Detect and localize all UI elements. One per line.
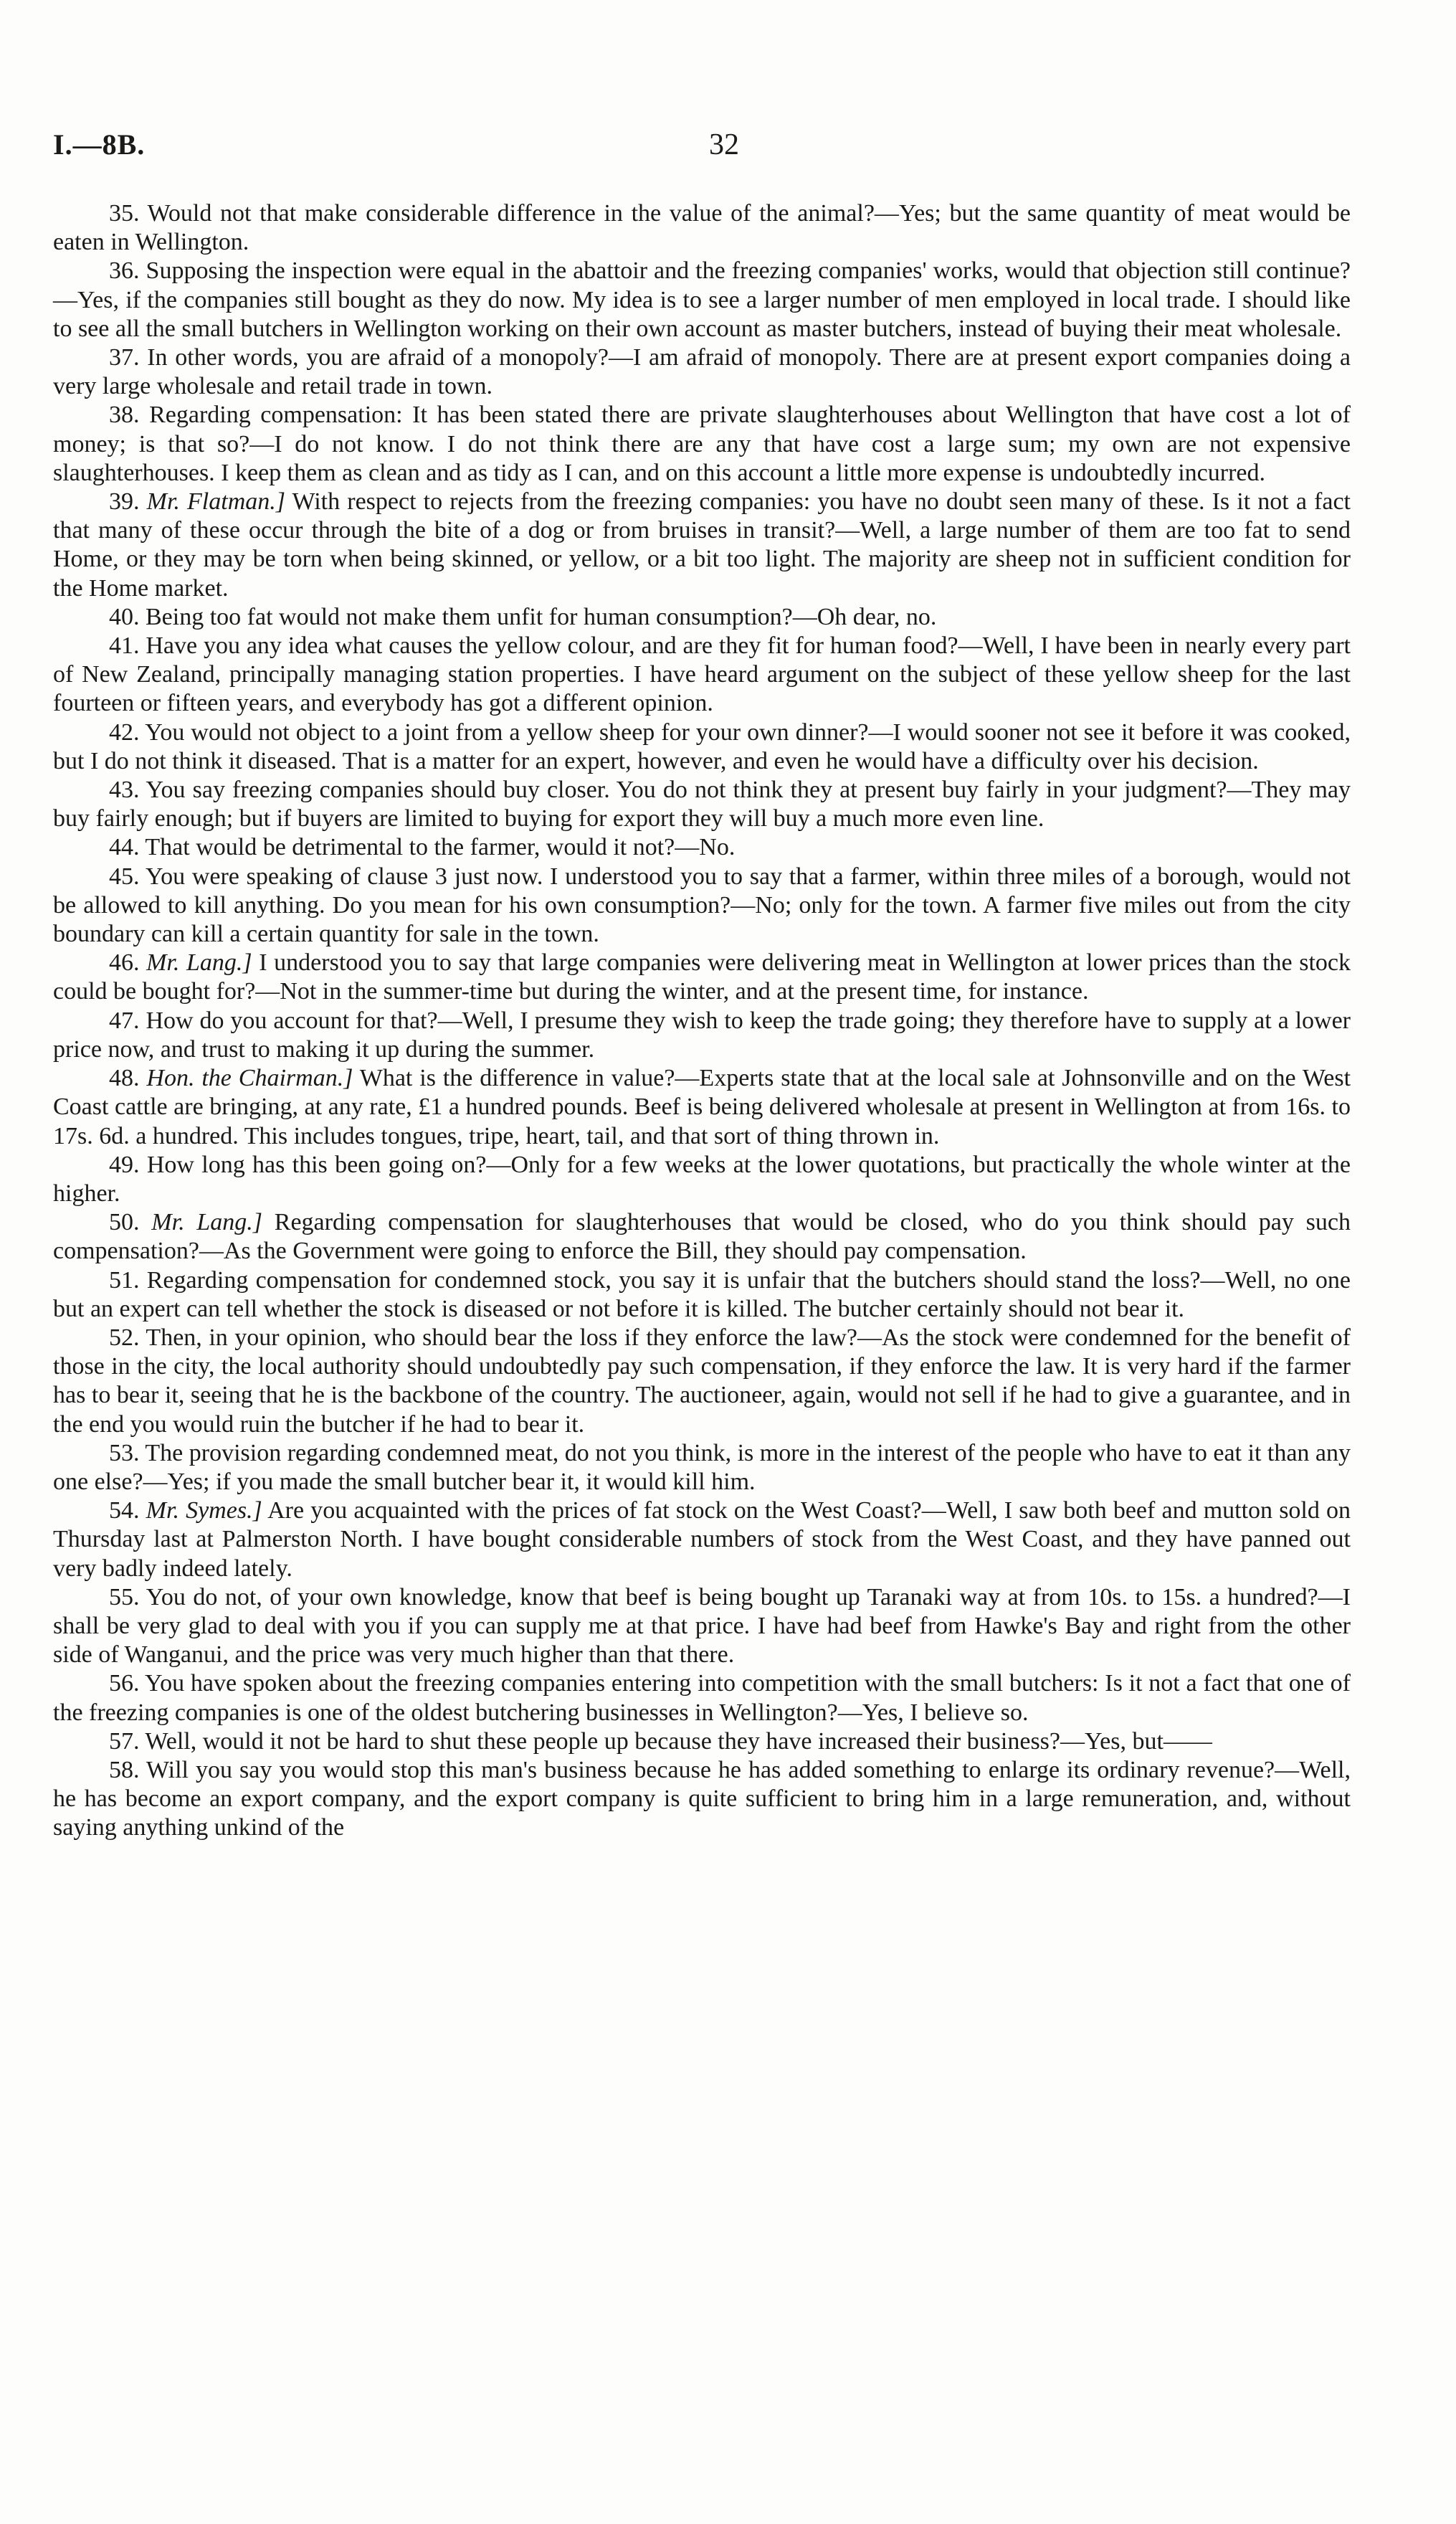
question-answer-text: Regarding compensation for slaughterhouses that would be closed, who do you think should pay such compensation?—As the Government were going to enforce the Bill, they should pay compensation.	[53, 1209, 1351, 1265]
question-paragraph	[53, 1583, 1351, 1670]
question-number: 51.	[109, 1266, 140, 1294]
question-answer-text: You would not object to a joint from a yellow sheep for your own dinner?—I would sooner not see it before it was cooked, but I do not think it diseased. That is a matter for an expert, however, and even he would have a difficulty over his decision.	[53, 718, 1351, 774]
question-answer-text: In other words, you are afraid of a monopoly?—I am afraid of monopoly. There are at present export companies doing a very large wholesale and retail trade in town.	[53, 344, 1351, 400]
question-number: 42.	[109, 718, 140, 746]
question-paragraph	[53, 343, 1351, 401]
question-answer-text: That would be detrimental to the farmer, would it not?—No.	[145, 834, 736, 861]
document-reference: I.—8B.	[53, 128, 146, 161]
question-answer-text: Being too fat would not make them unfit for human consumption?—Oh dear, no.	[146, 603, 937, 630]
question-number: 48.	[109, 1065, 140, 1092]
question-paragraph	[53, 1151, 1351, 1208]
question-paragraph	[53, 1439, 1351, 1496]
question-paragraph	[53, 199, 1351, 257]
question-answer-text: You do not, of your own knowledge, know that beef is being bought up Taranaki way at from 10s. to 15s. a hundred?—I shall be very glad to deal with you if you can supply me at that price. I have had beef from Hawke's Bay and right from the other side of Wanganui, and the price was very much higher than that there.	[53, 1583, 1351, 1669]
question-number: 36.	[109, 257, 140, 285]
question-number: 56.	[109, 1670, 140, 1697]
question-paragraph	[53, 1208, 1351, 1266]
speaker-name: Mr. Symes.]	[146, 1497, 262, 1524]
question-answer-text: You were speaking of clause 3 just now. I understood you to say that a farmer, within three miles of a borough, would not be allowed to kill anything. Do you mean for his own consumption?—No; only for the town. A farmer five miles out from the city boundary can kill a certain quantity for sale in the town.	[53, 863, 1351, 948]
question-paragraph	[53, 1669, 1351, 1727]
question-answer-text: With respect to rejects from the freezing companies: you have no doubt seen many of these. Is it not a fact that many of these occur through the bite of a dog or from bruises in transit?—Well, a large number of them are too fat to send Home, or they may be torn when being skinned, or yellow, or a bit too light. The majority are sheep not in sufficient condition for the Home market.	[53, 488, 1351, 602]
question-paragraph	[53, 833, 1351, 862]
question-answer-text: How long has this been going on?—Only for a few weeks at the lower quotations, but practically the whole winter at the higher.	[53, 1151, 1351, 1207]
question-number: 54.	[109, 1497, 140, 1524]
question-number: 37.	[109, 344, 140, 371]
question-number: 50.	[109, 1209, 140, 1236]
question-number: 35.	[109, 200, 140, 227]
question-answer-text: Then, in your opinion, who should bear the loss if they enforce the law?—As the stock were condemned for the benefit of those in the city, the local authority should undoubtedly pay such compensation, if they enforce the law. It is very hard if the farmer has to bear it, seeing that he is the backbone of the country. The auctioneer, again, would not sell if he had to give a guarantee, and in the end you would ruin the butcher if he had to bear it.	[53, 1324, 1351, 1438]
question-paragraph	[53, 488, 1351, 603]
question-paragraph	[53, 1007, 1351, 1064]
question-answer-text: Would not that make considerable difference in the value of the animal?—Yes; but the same quantity of meat would be eaten in Wellington.	[53, 200, 1351, 256]
speaker-name: Hon. the Chairman.]	[146, 1065, 353, 1092]
question-number: 47.	[109, 1007, 140, 1034]
question-answer-text: You say freezing companies should buy closer. You do not think they at present buy fairly in your judgment?—They may buy fairly enough; but if buyers are limited to buying for export they will buy a much more even line.	[53, 777, 1351, 832]
question-paragraph	[53, 401, 1351, 488]
question-paragraph	[53, 1496, 1351, 1583]
question-paragraph	[53, 1266, 1351, 1324]
question-number: 41.	[109, 632, 140, 660]
question-paragraph	[53, 949, 1351, 1006]
question-number: 46.	[109, 949, 140, 977]
question-number: 44.	[109, 834, 140, 861]
question-paragraph	[53, 1324, 1351, 1439]
question-answer-text: You have spoken about the freezing companies entering into competition with the small butchers: Is it not a fact that one of the freezing companies is one of the oldest butchering businesses in Wellington?—Yes, I believe so.	[53, 1670, 1351, 1726]
question-number: 40.	[109, 603, 140, 630]
speaker-name: Mr. Flatman.]	[146, 488, 285, 516]
question-answer-text: Supposing the inspection were equal in the abattoir and the freezing companies' works, would that objection still continue?—Yes, if the companies still bought as they do now. My idea is to see a larger number of men employed in local trade. I should like to see all the small butchers in Wellington working on their own account as master butchers, instead of buying their meat wholesale.	[53, 257, 1351, 342]
question-paragraph	[53, 1756, 1351, 1843]
question-answer-text: Well, would it not be hard to shut these people up because they have increased their business?—Yes, but——	[145, 1727, 1212, 1755]
question-answer-text: How do you account for that?—Well, I presume they wish to keep the trade going; they therefore have to supply at a lower price now, and trust to making it up during the summer.	[53, 1007, 1351, 1063]
question-answer-text: Have you any idea what causes the yellow colour, and are they fit for human food?—Well, I have been in nearly every part of New Zealand, principally managing station properties. I have heard argument on the subject of these yellow sheep for the last fourteen or fifteen years, and everybody has got a different opinion.	[53, 632, 1351, 717]
question-number: 39.	[109, 488, 140, 516]
question-number: 38.	[109, 402, 140, 429]
question-paragraph	[53, 1064, 1351, 1151]
evidence-transcript	[53, 199, 1351, 1843]
question-paragraph	[53, 718, 1351, 776]
question-answer-text: What is the difference in value?—Experts state that at the local sale at Johnsonville and on the West Coast cattle are bringing, at any rate, £1 a hundred pounds. Beef is being delivered wholesale at present in Wellington at from 16s. to 17s. 6d. a hundred. This includes tongues, tripe, heart, tail, and that sort of thing thrown in.	[53, 1065, 1351, 1149]
page-number: 32	[709, 128, 739, 161]
question-number: 49.	[109, 1151, 140, 1178]
question-answer-text: Regarding compensation for condemned stock, you say it is unfair that the butchers should stand the loss?—Well, no one but an expert can tell whether the stock is diseased or not before it is killed. The butcher certainly should not bear it.	[53, 1266, 1351, 1322]
question-number: 55.	[109, 1583, 140, 1610]
question-paragraph	[53, 863, 1351, 949]
question-paragraph	[53, 776, 1351, 833]
speaker-name: Mr. Lang.]	[146, 949, 252, 977]
page-header	[53, 128, 1351, 171]
question-answer-text: Are you acquainted with the prices of fat stock on the West Coast?—Well, I saw both beef and mutton sold on Thursday last at Palmerston North. I have bought considerable numbers of stock from the West Coast, and they have panned out very badly indeed lately.	[53, 1497, 1351, 1582]
question-number: 58.	[109, 1756, 140, 1783]
question-paragraph	[53, 603, 1351, 632]
question-paragraph	[53, 632, 1351, 718]
question-number: 57.	[109, 1727, 140, 1755]
question-answer-text: Will you say you would stop this man's business because he has added something to enlarge its ordinary revenue?—Well, he has become an export company, and the export company is quite sufficient to bring him in a large remuneration, and, without saying anything unkind of the	[53, 1756, 1351, 1841]
question-number: 45.	[109, 863, 140, 890]
question-number: 52.	[109, 1324, 140, 1351]
question-paragraph	[53, 257, 1351, 343]
question-answer-text: I understood you to say that large companies were delivering meat in Wellington at lower prices than the stock could be bought for?—Not in the summer-time but during the winter, and at the present time, for instance.	[53, 949, 1351, 1005]
question-answer-text: Regarding compensation: It has been stated there are private slaughterhouses about Wellington that have cost a lot of money; is that so?—I do not know. I do not think there are any that have cost a large sum; my own are not expensive slaughterhouses. I keep them as clean and as tidy as I can, and on this account a little more expense is undoubtedly incurred.	[53, 402, 1351, 486]
question-paragraph	[53, 1727, 1351, 1756]
question-answer-text: The provision regarding condemned meat, do not you think, is more in the interest of the people who have to eat it than any one else?—Yes; if you made the small butcher bear it, it would kill him.	[53, 1439, 1351, 1495]
question-number: 53.	[109, 1439, 140, 1466]
speaker-name: Mr. Lang.]	[151, 1209, 262, 1236]
question-number: 43.	[109, 777, 140, 804]
